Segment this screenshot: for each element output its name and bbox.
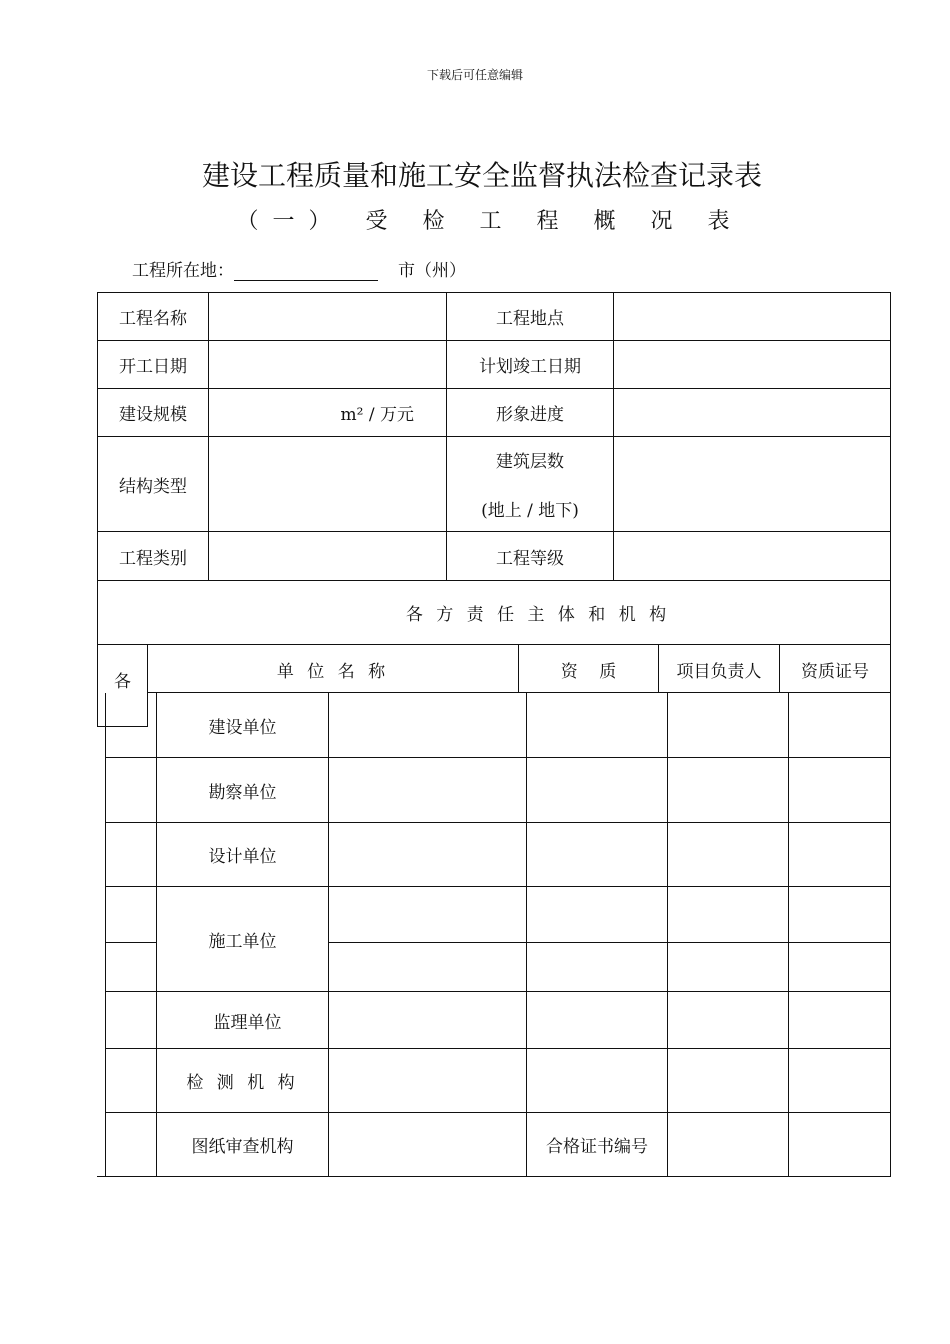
- field-grade[interactable]: [614, 532, 890, 580]
- side-label: 各: [114, 671, 131, 692]
- cert-number-label: 合格证书编号: [546, 1137, 648, 1157]
- col-cert: 资质证号: [801, 661, 869, 682]
- row-label-supervision: 监理单位: [213, 1012, 282, 1033]
- label-project-name: 工程名称: [119, 309, 187, 329]
- label-category: 工程类别: [119, 548, 187, 569]
- page-subtitle: （一） 受 检 工 程 概 况 表: [236, 209, 744, 234]
- field-planned-completion[interactable]: [614, 341, 890, 388]
- field-start-date[interactable]: [209, 341, 446, 388]
- label-progress: 形象进度: [496, 405, 564, 425]
- row-label-testing: 检 测 机 构: [186, 1073, 299, 1093]
- location-line: [132, 256, 466, 281]
- location-label: 工程所在地：: [132, 261, 234, 281]
- label-scale: 建设规模: [119, 405, 187, 425]
- label-floors-line1: 建筑层数: [496, 452, 564, 472]
- field-structure[interactable]: [209, 437, 446, 531]
- field-progress[interactable]: [614, 389, 890, 436]
- field-scale[interactable]: m² / 万元: [340, 405, 414, 425]
- row-label-design: 设计单位: [208, 847, 277, 867]
- field-project-name[interactable]: [209, 293, 446, 340]
- header-note: 下载后可任意编辑: [426, 68, 523, 82]
- location-suffix: 市（州）: [398, 261, 466, 281]
- location-blank[interactable]: [234, 262, 378, 281]
- label-grade: 工程等级: [496, 548, 564, 569]
- label-floors-line2: (地上 / 地下): [481, 501, 579, 521]
- label-project-site: 工程地点: [496, 309, 564, 329]
- field-project-site[interactable]: [614, 293, 890, 340]
- col-qualification: 资 质: [560, 661, 617, 682]
- col-unit-name: 单 位 名 称: [276, 661, 390, 682]
- label-floors: [447, 437, 613, 531]
- row-label-drawing-review: 图纸审查机构: [191, 1137, 294, 1157]
- field-floors[interactable]: [614, 437, 890, 531]
- row-label-construction: 施工单位: [208, 931, 277, 952]
- label-structure: 结构类型: [119, 476, 187, 497]
- row-label-survey: 勘察单位: [208, 782, 277, 803]
- row-label-owner: 建设单位: [208, 718, 277, 738]
- col-manager: 项目负责人: [676, 661, 762, 682]
- label-start-date: 开工日期: [119, 357, 187, 377]
- field-category[interactable]: [209, 532, 446, 580]
- label-planned-completion: 计划竣工日期: [479, 357, 581, 377]
- page-title: 建设工程质量和施工安全监督执法检查记录表: [201, 159, 762, 192]
- section-parties-title: 各 方 责 任 主 体 和 机 构: [405, 605, 671, 625]
